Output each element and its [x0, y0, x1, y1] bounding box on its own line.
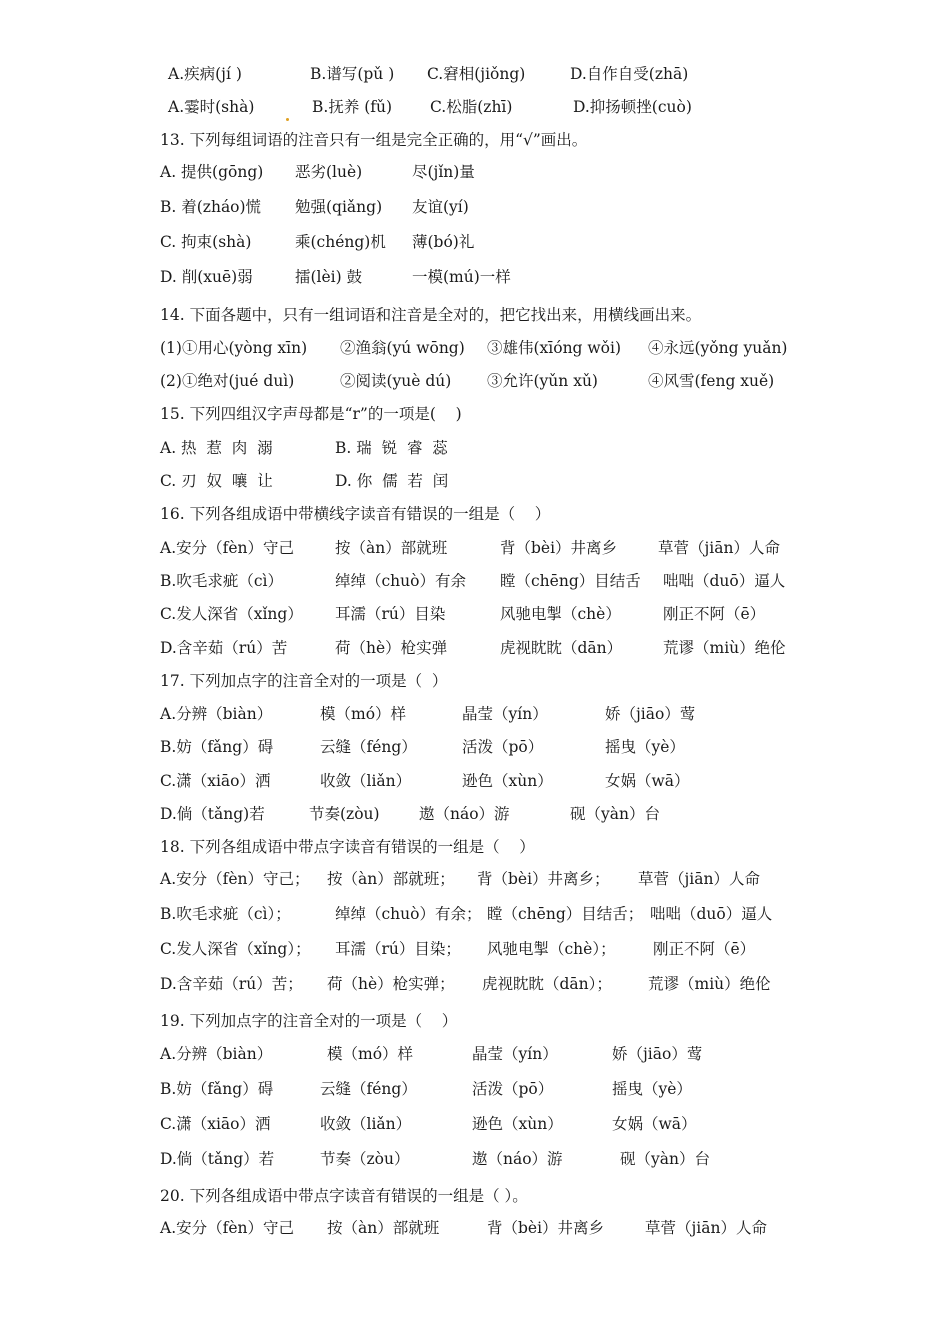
text-segment: C.松脂(zhī) [430, 98, 513, 116]
text-segment: 瞠（chēng）目结舌 [500, 572, 641, 590]
text-segment: 云缝（féng） [320, 738, 417, 756]
text-segment: C. 刃 奴 嚷 让 [160, 472, 273, 490]
text-line [0, 126, 950, 154]
text-segment: 草菅（jiān）人命 [638, 870, 760, 888]
text-line [0, 567, 950, 595]
text-segment: 友谊(yí) [412, 198, 469, 216]
text-segment: 按（àn）部就班 [335, 539, 448, 557]
text-segment: B. 瑞 锐 睿 蕊 [335, 439, 448, 457]
text-segment: 逊色（xùn） [472, 1115, 563, 1133]
text-segment: D.倘（tǎng）若 [160, 1150, 275, 1168]
text-segment: B.吹毛求疵（cì）； [160, 905, 291, 923]
text-line [0, 1214, 950, 1242]
text-line [0, 301, 950, 329]
text-segment: A.安分（fèn）守己 [160, 1219, 295, 1237]
text-segment: 乘(chéng)机 [295, 233, 386, 251]
text-segment: 擂(lèi) 鼓 [295, 268, 363, 286]
text-segment: 收敛（liǎn） [320, 1115, 412, 1133]
text-segment: 薄(bó)礼 [412, 233, 475, 251]
text-segment: 耳濡（rú）目染 [335, 605, 446, 623]
text-line [0, 833, 950, 861]
text-segment: 逊色（xùn） [462, 772, 553, 790]
text-segment: 背（bèi）井离乡 [487, 1219, 605, 1237]
text-segment: ④风雪(feng xuě) [648, 372, 775, 390]
text-segment: 女娲（wā） [605, 772, 690, 790]
text-line [0, 60, 950, 88]
text-line [0, 667, 950, 695]
text-segment: C.潇（xiāo）洒 [160, 1115, 271, 1133]
text-segment: 按（àn）部就班； [327, 870, 455, 888]
text-segment: 节奏（zòu） [320, 1150, 410, 1168]
text-segment: 摇曳（yè） [605, 738, 685, 756]
text-segment: D.倘（tǎng)若 [160, 805, 265, 823]
text-line [0, 193, 950, 221]
text-line [0, 367, 950, 395]
text-segment: 风驰电掣（chè） [500, 605, 621, 623]
text-segment: B.妨（fǎng）碍 [160, 1080, 274, 1098]
text-segment: ③允许(yǔn xǔ) [487, 372, 598, 390]
text-segment: 18. 下列各组成语中带点字读音有错误的一组是（ ） [160, 838, 535, 856]
text-segment: 绰绰（chuò）有余 [335, 572, 466, 590]
text-line [0, 767, 950, 795]
text-segment: 尽(jǐn)量 [412, 163, 475, 181]
text-segment: 遨（náo）游 [472, 1150, 563, 1168]
text-segment: A.安分（fèn）守己； [160, 870, 310, 888]
text-segment: B. 着(zháo)慌 [160, 198, 262, 216]
text-segment: (2)①绝对(jué duì) [160, 372, 295, 390]
text-segment: 背（bèi）井离乡 [500, 539, 618, 557]
text-segment: 草菅（jiān）人命 [645, 1219, 767, 1237]
text-segment: 晶莹（yín） [462, 705, 548, 723]
text-segment: ④永远(yǒng yuǎn) [648, 339, 788, 357]
text-line [0, 1145, 950, 1173]
text-segment: 云缝（féng） [320, 1080, 417, 1098]
text-line [0, 1007, 950, 1035]
text-segment: A.疾病(jí ) [168, 65, 242, 83]
text-line [0, 900, 950, 928]
text-segment: 收敛（liǎn） [320, 772, 412, 790]
text-line [0, 400, 950, 428]
text-line [0, 158, 950, 186]
text-line [0, 534, 950, 562]
text-segment: 14. 下面各题中，只有一组词语和注音是全对的，把它找出来，用横线画出来。 [160, 306, 702, 324]
text-segment: 耳濡（rú）目染； [335, 940, 461, 958]
text-segment: 晶莹（yín） [472, 1045, 558, 1063]
text-segment: 模（mó）样 [320, 705, 407, 723]
text-segment: 女娲（wā） [612, 1115, 697, 1133]
text-line [0, 700, 950, 728]
text-segment: 背（bèi）井离乡； [477, 870, 610, 888]
text-segment: 娇（jiāo）莺 [605, 705, 696, 723]
text-segment: 活泼（pō） [462, 738, 544, 756]
text-segment: ②阅读(yuè dú) [340, 372, 452, 390]
text-segment: 风驰电掣（chè）； [487, 940, 616, 958]
text-segment: 一模(mú)一样 [412, 268, 511, 286]
text-segment: B.谱写(pǔ ) [310, 65, 395, 83]
text-segment: D.抑扬顿挫(cuò) [573, 98, 692, 116]
text-segment: A.分辨（biàn） [160, 705, 273, 723]
text-segment: D.含辛茹（rú）苦 [160, 639, 288, 657]
text-line [0, 263, 950, 291]
text-segment: 13. 下列每组词语的注音只有一组是完全正确的，用“√”画出。 [160, 131, 588, 149]
text-line [0, 1040, 950, 1068]
text-segment: 20. 下列各组成语中带点字读音有错误的一组是（ ）。 [160, 1187, 528, 1205]
text-segment: 瞠（chēng）目结舌； [487, 905, 644, 923]
text-line [0, 1110, 950, 1138]
text-line [0, 228, 950, 256]
text-segment: 草菅（jiān）人命 [658, 539, 780, 557]
text-line [0, 800, 950, 828]
text-segment: 刚正不阿（ē） [663, 605, 766, 623]
text-segment: 16. 下列各组成语中带横线字读音有错误的一组是（ ） [160, 505, 551, 523]
text-segment: A.分辨（biàn） [160, 1045, 273, 1063]
stray-dot-mark [286, 118, 289, 121]
text-line [0, 1182, 950, 1210]
text-segment: 砚（yàn）台 [620, 1150, 710, 1168]
text-segment: C. 拘束(shà) [160, 233, 252, 251]
text-segment: 虎视眈眈（dān）； [482, 975, 612, 993]
text-segment: C.发人深省（xǐng）； [160, 940, 311, 958]
text-segment: 按（àn）部就班 [327, 1219, 440, 1237]
text-segment: 摇曳（yè） [612, 1080, 692, 1098]
text-line [0, 1075, 950, 1103]
text-segment: 活泼（pō） [472, 1080, 554, 1098]
text-segment: ③雄伟(xīóng wǒi) [487, 339, 622, 357]
text-segment: 咄咄（duō）逼人 [650, 905, 773, 923]
text-segment: A.霎时(shà) [168, 98, 255, 116]
text-segment: C.发人深省（xǐng） [160, 605, 303, 623]
text-segment: 17. 下列加点字的注音全对的一项是（ ） [160, 672, 448, 690]
text-segment: 遨（náo）游 [419, 805, 510, 823]
text-segment: D. 削(xuē)弱 [160, 268, 253, 286]
text-segment: 节奏(zòu) [309, 805, 380, 823]
text-segment: A.安分（fèn）守己 [160, 539, 295, 557]
text-segment: C.潇（xiāo）洒 [160, 772, 271, 790]
text-segment: ②渔翁(yú wōng) [340, 339, 465, 357]
text-line [0, 467, 950, 495]
text-segment: 模（mó）样 [327, 1045, 414, 1063]
text-segment: 勉强(qiǎng) [295, 198, 383, 216]
text-segment: 咄咄（duō）逼人 [663, 572, 786, 590]
text-segment: 娇（jiāo）莺 [612, 1045, 703, 1063]
text-line [0, 334, 950, 362]
text-segment: 虎视眈眈（dān） [500, 639, 623, 657]
text-line [0, 634, 950, 662]
text-segment: (1)①用心(yòng xīn) [160, 339, 308, 357]
text-line [0, 434, 950, 462]
text-segment: 荷（hè）枪实弹 [335, 639, 448, 657]
text-segment: 荒谬（miù）绝伦 [663, 639, 786, 657]
text-segment: D. 你 儒 若 闰 [335, 472, 449, 490]
text-segment: D.自作自受(zhā) [570, 65, 689, 83]
text-line [0, 970, 950, 998]
text-line [0, 500, 950, 528]
text-segment: 19. 下列加点字的注音全对的一项是（ ） [160, 1012, 458, 1030]
text-segment: B.抚养 (fǔ) [312, 98, 393, 116]
text-line [0, 733, 950, 761]
text-line [0, 865, 950, 893]
text-segment: C.窘相(jiǒng) [427, 65, 526, 83]
text-segment: A. 提供(gōng) [160, 163, 264, 181]
text-segment: 绰绰（chuò）有余； [335, 905, 482, 923]
text-segment: B.妨（fǎng）碍 [160, 738, 274, 756]
text-segment: D.含辛茹（rú）苦； [160, 975, 303, 993]
text-segment: 恶劣(luè) [295, 163, 363, 181]
text-segment: A. 热 惹 肉 溺 [160, 439, 273, 457]
text-segment: 砚（yàn）台 [570, 805, 660, 823]
text-segment: 15. 下列四组汉字声母都是“r”的一项是( ) [160, 405, 462, 423]
text-line [0, 935, 950, 963]
text-segment: 荒谬（miù）绝伦 [648, 975, 771, 993]
text-line [0, 93, 950, 121]
text-segment: 刚正不阿（ē） [653, 940, 756, 958]
text-segment: 荷（hè）枪实弹； [327, 975, 455, 993]
text-line [0, 600, 950, 628]
text-segment: B.吹毛求疵（cì） [160, 572, 283, 590]
